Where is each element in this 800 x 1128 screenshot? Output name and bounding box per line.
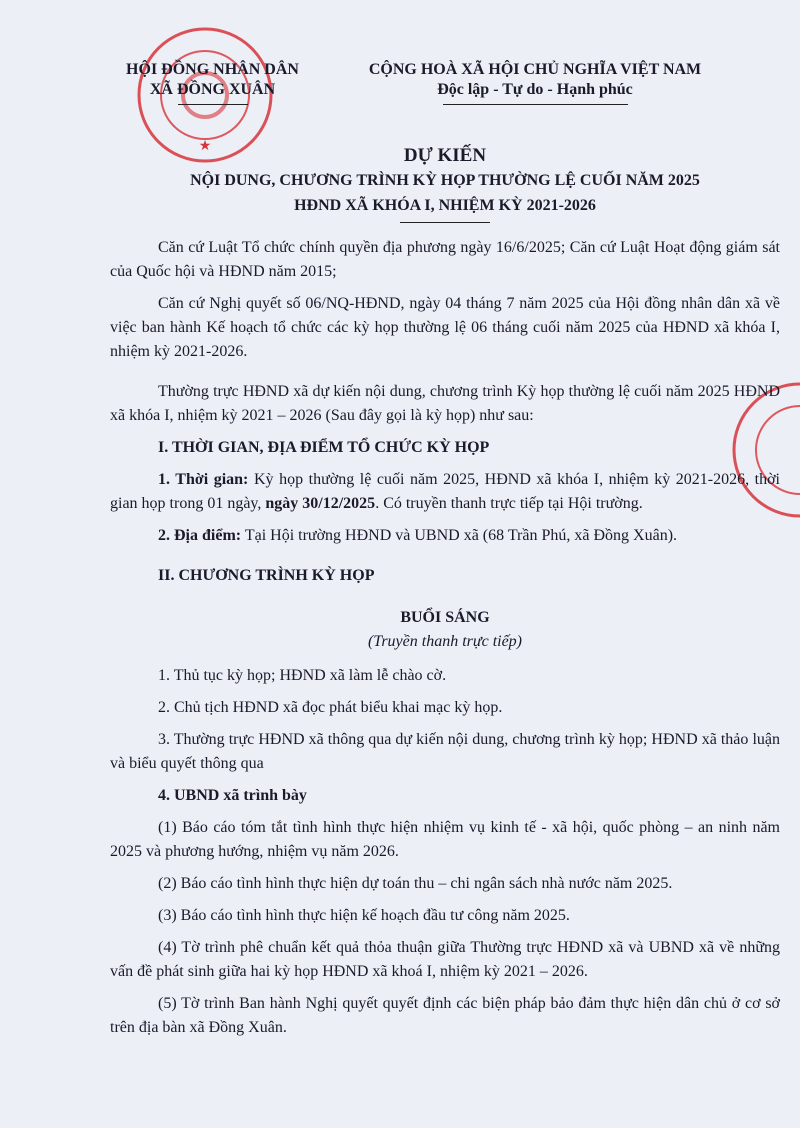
place-text: Tại Hội trường HĐND và UBND xã (68 Trần Phú, xã Đồng Xuân). (241, 527, 678, 544)
preamble-3: Thường trực HĐND xã dự kiến nội dung, chương trình Kỳ họp thường lệ cuối năm 2025 HĐND xã khóa I, nhiệm kỳ 2021 – 2026 (Sau đây gọi là kỳ họp) như sau: (110, 383, 780, 424)
nation-name: CỘNG HOÀ XÃ HỘI CHỦ NGHĨA VIỆT NAM (368, 61, 702, 78)
time-paragraph (110, 468, 780, 516)
preamble-2: Căn cứ Nghị quyết số 06/NQ-HĐND, ngày 04 tháng 7 năm 2025 của Hội đồng nhân dân xã về việc ban hành Kế hoạch tổ chức các kỳ họp thường lệ 06 tháng cuối năm 2025 của HĐND xã khóa I, nhiệm kỳ 2021-2026. (110, 295, 780, 360)
preamble-1: Căn cứ Luật Tổ chức chính quyền địa phương ngày 16/6/2025; Căn cứ Luật Hoạt động giám sát của Quốc hội và HĐND năm 2015; (110, 239, 780, 280)
divider (443, 104, 628, 105)
agenda-item: 1. Thủ tục kỳ họp; HĐND xã làm lễ chào cờ. (158, 667, 447, 684)
divider (178, 104, 248, 105)
issuing-authority (105, 60, 320, 105)
divider (400, 222, 490, 223)
national-header (335, 60, 735, 105)
document-title (110, 143, 780, 223)
org-line2: XÃ ĐỒNG XUÂN (149, 81, 276, 98)
document-body (110, 236, 780, 1048)
org-line1: HỘI ĐỒNG NHÂN DÂN (126, 61, 299, 78)
agenda-subitem: (1) Báo cáo tóm tắt tình hình thực hiện nhiệm vụ kinh tế - xã hội, quốc phòng – an ninh năm 2025 và phương hướng, nhiệm vụ năm 2026. (110, 819, 780, 860)
meeting-date: ngày 30/12/2025 (265, 495, 376, 512)
agenda-subitem: (4) Tờ trình phê chuẩn kết quả thỏa thuận giữa Thường trực HĐND xã và UBND xã về những vấn đề phát sinh giữa hai kỳ họp HĐND xã khoá I, nhiệm kỳ 2021 – 2026. (110, 939, 780, 980)
title-line3: HĐND XÃ KHÓA I, NHIỆM KỲ 2021-2026 (294, 197, 596, 214)
agenda-item: 2. Chủ tịch HĐND xã đọc phát biểu khai mạc kỳ họp. (158, 699, 503, 716)
place-paragraph (110, 524, 780, 548)
agenda-subitem: (5) Tờ trình Ban hành Nghị quyết quyết định các biện pháp bảo đảm thực hiện dân chủ ở cơ sở trên địa bàn xã Đồng Xuân. (110, 995, 780, 1036)
time-text-end: . Có truyền thanh trực tiếp tại Hội trường. (375, 495, 643, 512)
agenda-item4-heading: 4. UBND xã trình bày (158, 787, 307, 804)
agenda-subitem: (3) Báo cáo tình hình thực hiện kế hoạch đầu tư công năm 2025. (158, 907, 570, 924)
title-line1: DỰ KIẾN (403, 145, 487, 166)
agenda-item: 3. Thường trực HĐND xã thông qua dự kiến nội dung, chương trình kỳ họp; HĐND xã thảo luận và biểu quyết thông qua (110, 731, 780, 772)
session-note: (Truyền thanh trực tiếp) (367, 633, 523, 650)
time-label: 1. Thời gian: (158, 471, 249, 488)
national-motto: Độc lập - Tự do - Hạnh phúc (437, 81, 633, 98)
agenda-subitem: (2) Báo cáo tình hình thực hiện dự toán thu – chi ngân sách nhà nước năm 2025. (158, 875, 673, 892)
time-text: Kỳ họp thường lệ cuối năm 2025, HĐND xã khóa I, nhiệm kỳ 2021-2026, thời gian họp trong 01 ngày, (110, 471, 780, 512)
title-line2: NỘI DUNG, CHƯƠNG TRÌNH KỲ HỌP THƯỜNG LỆ CUỐI NĂM 2025 (190, 172, 700, 189)
session-heading: BUỔI SÁNG (400, 609, 490, 626)
section2-heading: II. CHƯƠNG TRÌNH KỲ HỌP (158, 567, 375, 584)
place-label: 2. Địa điểm: (158, 527, 242, 544)
section1-heading: I. THỜI GIAN, ĐỊA ĐIỂM TỔ CHỨC KỲ HỌP (158, 439, 490, 456)
svg-text:★: ★ (198, 138, 212, 154)
